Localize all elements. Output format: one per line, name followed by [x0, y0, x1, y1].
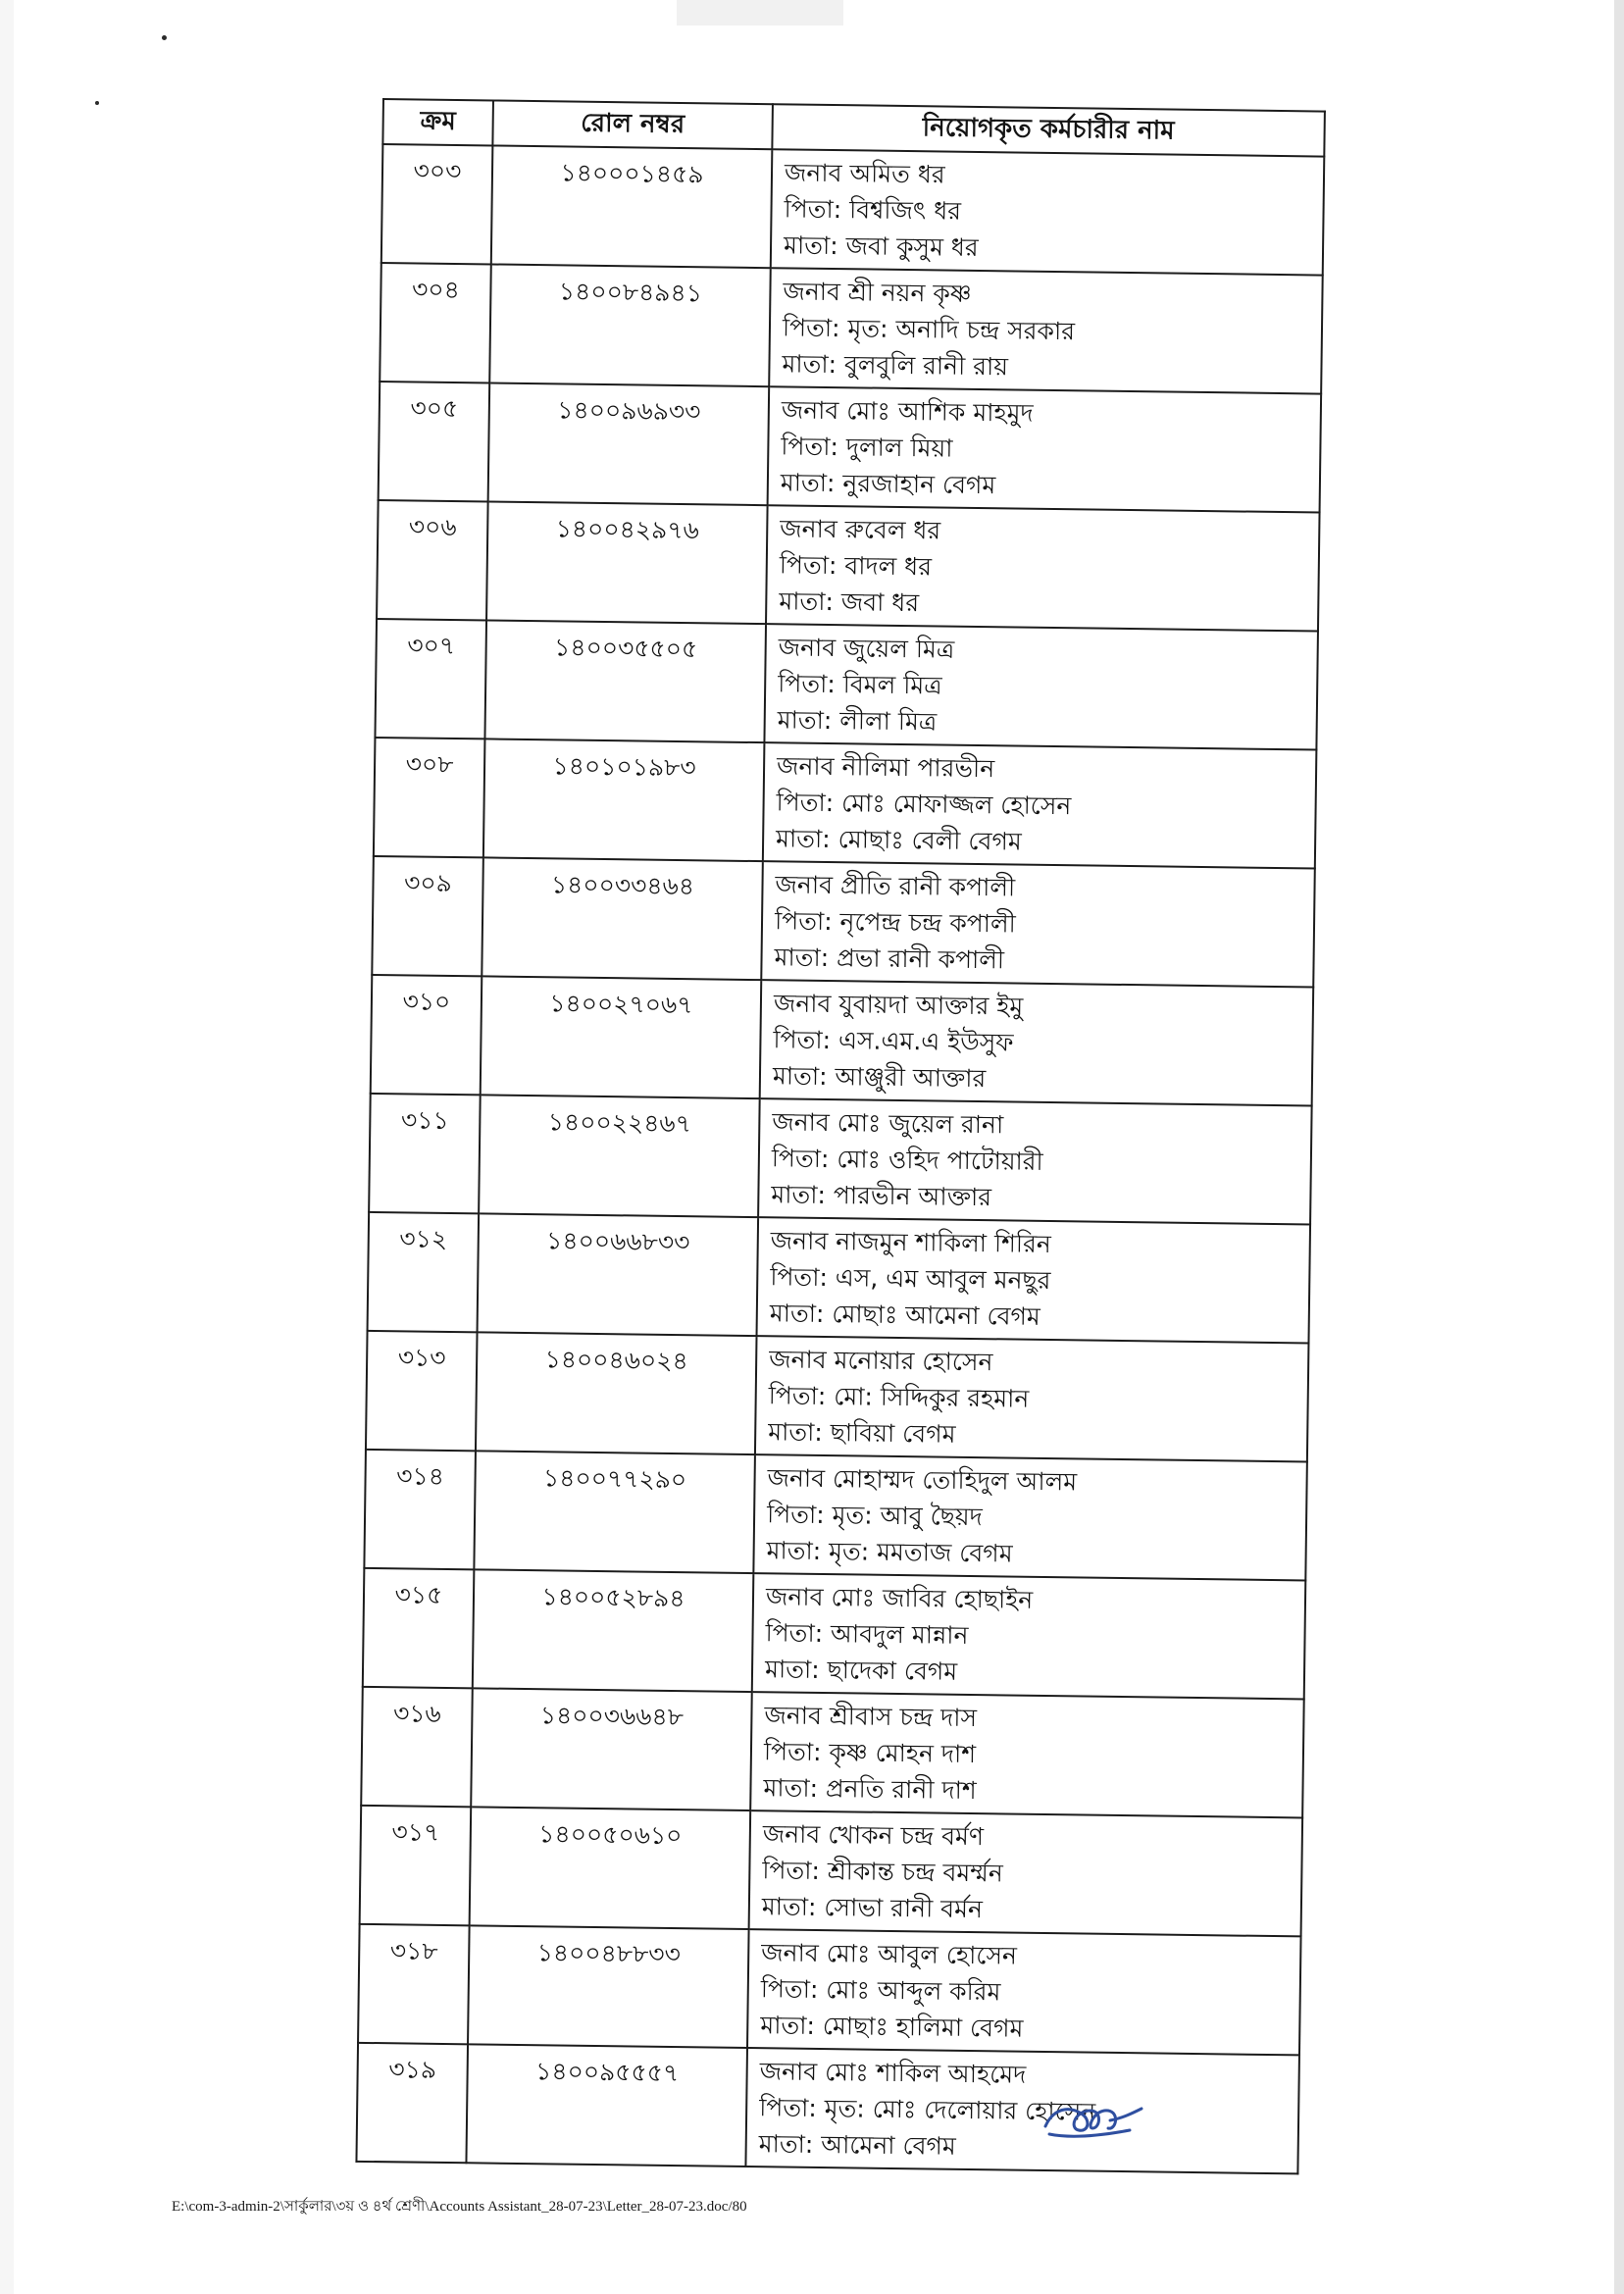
roll-number-cell: ১৪০০৩৩৪৬৪ [482, 857, 763, 980]
table-row [366, 1331, 1309, 1462]
father-name: পিতা: এস, এম আবুল মনছুর [770, 1262, 1051, 1296]
father-name: পিতা: নৃপেন্দ্র চন্দ্র কপালী [774, 906, 1016, 939]
table-row [379, 382, 1322, 513]
table-row [368, 1212, 1311, 1344]
mother-name: মাতা: ছাবিয়া বেগম [768, 1417, 956, 1449]
mother-name: মাতা: জবা কুসুম ধর [783, 230, 979, 262]
serial-cell: ৩০৭ [375, 619, 486, 739]
appointee-name: জনাব নীলিমা পারভীন [776, 751, 995, 784]
roll-number-cell: ১৪০০৪৬০২৪ [476, 1332, 757, 1454]
appointee-cell [758, 1098, 1312, 1224]
roll-number-cell: ১৪০০৫২৮৯৪ [473, 1569, 754, 1692]
appointee-name: জনাব মোঃ জুয়েল রানা [772, 1107, 1004, 1140]
appointee-cell [766, 505, 1320, 631]
serial-cell: ৩০৫ [379, 382, 490, 501]
father-name: পিতা: মৃত: অনাদি চন্দ্র সরকার [782, 313, 1076, 346]
mother-name: মাতা: মোছাঃ হালিমা বেগম [760, 2011, 1024, 2043]
roll-number-cell: ১৪০১০১৯৮৩ [483, 739, 765, 861]
father-name: পিতা: মৃত: মোঃ দেলোয়ার হোসেন [759, 2093, 1096, 2126]
appointee-cell [768, 386, 1322, 512]
father-name: পিতা: বিমল মিত্র [778, 669, 942, 700]
appointee-name: জনাব মোঃ আশিক মাহমুদ [781, 395, 1034, 428]
mother-name: মাতা: সোভা রানী বর্মন [761, 1892, 984, 1924]
mother-name: মাতা: মোছাঃ আমেনা বেগম [769, 1299, 1040, 1331]
mother-name: মাতা: লীলা মিত্র [777, 705, 938, 737]
roll-number-cell: ১৪০০৫০৬১০ [470, 1807, 751, 1929]
mother-name: মাতা: পারভীন আক্তার [771, 1180, 992, 1212]
scan-top-smudge [677, 0, 843, 25]
serial-cell: ৩১৮ [358, 1924, 470, 2044]
father-name: পিতা: মোঃ মোফাজ্জল হোসেন [776, 788, 1072, 821]
appointee-name: জনাব শ্রী নয়ন কৃষ্ণ [783, 277, 972, 308]
appointee-name: জনাব অমিত ধর [784, 158, 945, 189]
serial-cell: ৩০৯ [372, 856, 483, 976]
roll-number-cell: ১৪০০৪৮৮৩৩ [468, 1925, 749, 2048]
appointee-name: জনাব মনোয়ার হোসেন [769, 1345, 993, 1377]
appointee-name: জনাব জুয়েল মিত্র [778, 633, 955, 664]
table-row [363, 1568, 1306, 1700]
serial-cell: ৩১০ [371, 975, 482, 1095]
mother-name: মাতা: আঞ্জুরী আক্তার [772, 1061, 987, 1094]
scan-speck [95, 101, 99, 105]
table-row [358, 1924, 1301, 2056]
mother-name: মাতা: নুরজাহান বেগম [780, 468, 996, 500]
appointee-name: জনাব যুবায়দা আক্তার ইমু [773, 989, 1024, 1021]
table-row [381, 144, 1325, 276]
serial-cell: ৩১৩ [366, 1331, 478, 1451]
header-roll-number: রোল নম্বর [492, 100, 773, 149]
roll-number-cell: ১৪০০৪২৯৭৬ [486, 501, 768, 624]
appointee-cell [745, 2048, 1299, 2173]
appointee-cell [763, 742, 1317, 868]
father-name: পিতা: মোঃ ওহিদ পাটোয়ারী [771, 1144, 1043, 1176]
serial-cell: ৩০৪ [380, 263, 491, 382]
appointee-name: জনাব মোঃ জাবির হোছাইন [765, 1582, 1034, 1614]
appointee-name: জনাব নাজমুন শাকিলা শিরিন [770, 1226, 1051, 1259]
appointee-cell [769, 268, 1323, 393]
table-row [356, 2043, 1299, 2174]
mother-name: মাতা: বুলবুলি রানী রায় [782, 349, 1009, 382]
appointee-name: জনাব মোঃ শাকিল আহমেদ [759, 2057, 1027, 2089]
mother-name: মাতা: ছাদেকা বেগম [764, 1655, 958, 1686]
scan-speck [162, 35, 167, 40]
mother-name: মাতা: প্রভা রানী কপালী [774, 943, 1005, 975]
mother-name: মাতা: জবা ধর [779, 586, 920, 618]
roll-number-cell: ১৪০০২৭০৬৭ [481, 976, 762, 1098]
roll-number-cell: ১৪০০৯৬৯৩৩ [488, 382, 770, 505]
table-row [360, 1806, 1303, 1937]
roll-number-cell: ১৪০০৩৬৬৪৮ [471, 1688, 752, 1810]
appointee-name: জনাব শ্রীবাস চন্দ্র দাস [764, 1701, 978, 1733]
appointee-name: জনাব খোকন চন্দ্র বর্মণ [762, 1819, 985, 1852]
appointee-cell [755, 1336, 1309, 1461]
father-name: পিতা: এস.এম.এ ইউসুফ [773, 1025, 1014, 1057]
table-row [371, 975, 1314, 1106]
mother-name: মাতা: আমেনা বেগম [758, 2129, 956, 2161]
serial-cell: ৩১২ [368, 1212, 480, 1332]
table-row [361, 1687, 1304, 1818]
appointee-cell [764, 624, 1318, 749]
appointee-cell [750, 1692, 1304, 1817]
mother-name: মাতা: প্রনতি রানী দাশ [763, 1773, 977, 1806]
footer-file-path: E:\com-3-admin-2\সার্কুলার\৩য় ও ৪র্থ শ্রেণী\Accounts Assistant_28-07-23\Letter_28-07-23.doc/80 [172, 2199, 747, 2215]
father-name: পিতা: মো: সিদ্দিকুর রহমান [768, 1381, 1030, 1413]
mother-name: মাতা: মৃত: মমতাজ বেগম [766, 1536, 1013, 1568]
father-name: পিতা: বাদল ধর [779, 550, 933, 582]
appointee-cell [749, 1810, 1303, 1936]
appointee-name: জনাব প্রীতি রানী কপালী [775, 870, 1016, 902]
appointee-table [355, 98, 1325, 2174]
serial-cell: ৩১৬ [361, 1687, 473, 1807]
serial-cell: ৩১১ [369, 1094, 481, 1213]
father-name: পিতা: কৃষ্ণ মোহন দাশ [763, 1737, 977, 1769]
roll-number-cell: ১৪০০৭৭২৯০ [474, 1451, 755, 1573]
roll-number-cell: ১৪০০৩৫৫০৫ [484, 620, 766, 742]
father-name: পিতা: বিশ্বজিৎ ধর [784, 194, 962, 226]
table-row [377, 500, 1320, 632]
table-row [375, 619, 1318, 750]
roll-number-cell: ১৪০০৮৪৯৪১ [489, 264, 771, 386]
serial-cell: ৩১৯ [356, 2043, 468, 2163]
serial-cell: ৩০৬ [377, 500, 488, 620]
scan-right-edge [1614, 0, 1624, 2294]
roll-number-cell: ১৪০০০১৪৫৯ [491, 145, 773, 268]
serial-cell: ৩০৮ [374, 738, 485, 857]
appointee-cell [752, 1573, 1306, 1699]
appointee-cell [747, 1929, 1301, 2055]
roll-number-cell: ১৪০০২২৪৬৭ [479, 1095, 760, 1217]
scan-left-edge [0, 0, 14, 2294]
serial-cell: ৩১৪ [364, 1450, 476, 1569]
serial-cell: ৩০৩ [381, 144, 493, 264]
appointee-cell [771, 149, 1325, 275]
roll-number-cell: ১৪০০৯৫৫৫৭ [466, 2044, 747, 2167]
father-name: পিতা: শ্রীকান্ত চন্দ্র বমর্ম্মন [762, 1856, 1003, 1888]
father-name: পিতা: মৃত: আবু ছৈয়দ [766, 1500, 983, 1532]
father-name: পিতা: আবদুল মান্নান [765, 1618, 969, 1650]
appointee-name: জনাব রুবেল ধর [780, 514, 941, 545]
table-body [356, 144, 1324, 2173]
roll-number-cell: ১৪০০৬৬৮৩৩ [478, 1213, 759, 1336]
mother-name: মাতা: মোছাঃ বেলী বেগম [775, 824, 1022, 856]
table-row [374, 738, 1317, 869]
appointee-name: জনাব মোহাম্মদ তোহিদুল আলম [767, 1463, 1078, 1497]
table-row [380, 263, 1323, 394]
father-name: পিতা: মোঃ আব্দুল করিম [760, 1974, 1001, 2007]
appointee-cell [753, 1454, 1307, 1580]
signature-mark [1040, 2097, 1147, 2146]
appointee-cell [761, 861, 1315, 987]
father-name: পিতা: দুলাল মিয়া [781, 432, 953, 463]
serial-cell: ৩১৭ [360, 1806, 472, 1925]
table-row [372, 856, 1315, 988]
header-appointee-name: নিয়োগকৃত কর্মচারীর নাম [772, 104, 1325, 156]
appointee-cell [760, 980, 1314, 1105]
table-row [364, 1450, 1307, 1581]
appointee-cell [757, 1217, 1311, 1343]
serial-cell: ৩১৫ [363, 1568, 475, 1688]
header-serial: ক্রম [382, 99, 493, 145]
table-row [369, 1094, 1312, 1225]
appointee-name: জনাব মোঃ আবুল হোসেন [761, 1938, 1018, 1970]
